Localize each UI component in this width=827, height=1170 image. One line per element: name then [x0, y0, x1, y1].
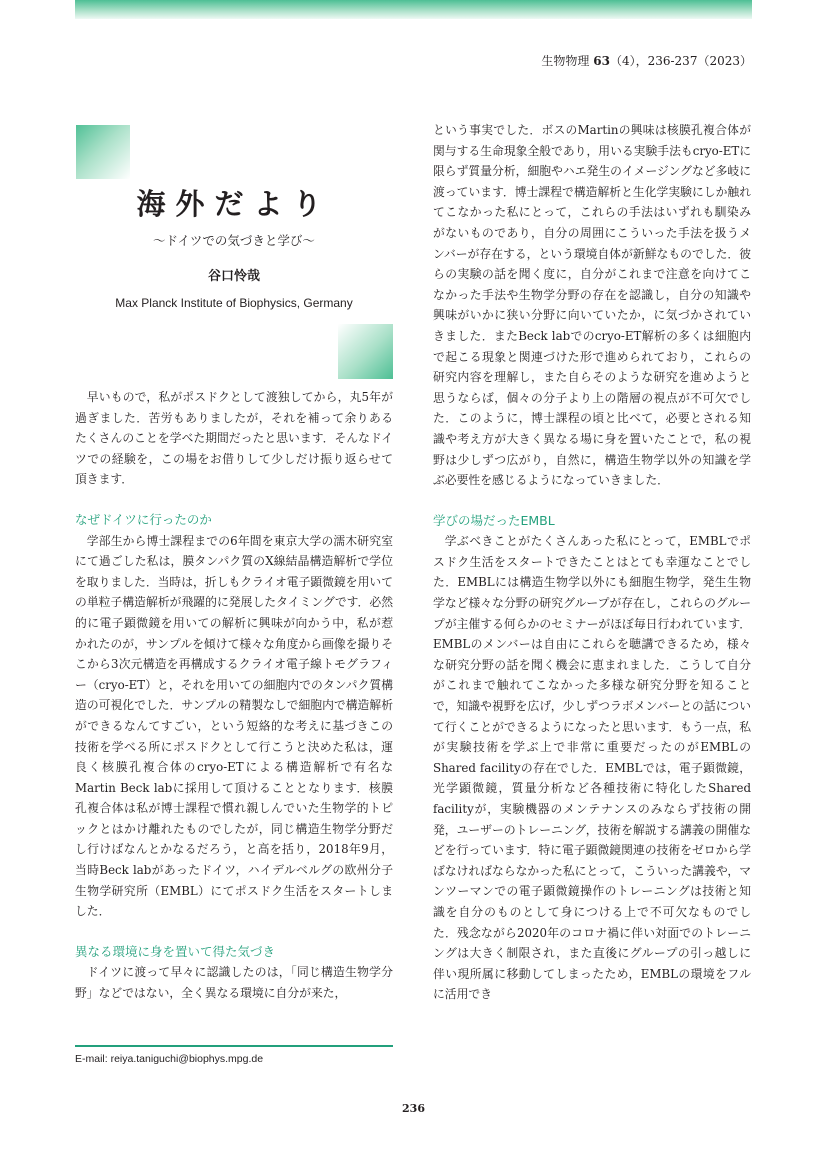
section-body-different-environment-cont: という事実でした．ボスのMartinの興味は核膜孔複合体が関与する生命現象全般であり，用いる実験手法もcryo-ETに限らず質量分析，細胞やハエ発生のイメージングなど多岐に渡っています．博士課程で構造解析と生化学実験にしか触れてこなかった私にとって，これらの手法はいずれも馴染みがないものであり，自分の周囲にこういった手法を扱うメンバーが存在する，という環境自体が新鮮なものでした．彼らの実験の話を聞く度に，自分がこれまで注意を向けてこなかった手法や生物学分野の存在を認識し，自分の知識や興味がいかに狭い分野に向いていたか，に気づかされていきました．またBeck labでのcryo-ET解析の多くは細胞内で起こる現象と関連づけた形で進められており，これらの研究内容を理解し，また自らそのような研究を進めようと思うならば，個々の分子より上の階層の視点が不可欠でした．このように，博士課程の頃と比べて，必要とされる知識や考え方が大きく異なる場に身を置いたことで，私の視野は少しずつ広がり，自然に，構造生物学以外の知識を学ぶ必要性を感じるようになっていきました．	[433, 123, 751, 488]
right-column	[433, 120, 751, 1005]
page-number: 236	[402, 1102, 425, 1115]
article-title: 海外だより	[136, 187, 332, 221]
corner-ornament-top-left	[75, 124, 130, 179]
corner-ornament-bottom-right	[338, 324, 393, 379]
journal-citation	[541, 52, 752, 69]
journal-name: 生物物理	[541, 54, 590, 68]
section-body-embl: 学ぶべきことがたくさんあった私にとって，EMBLでポスドク生活をスタートできたことはとても幸運なことでした．EMBLには構造生物学以外にも細胞生物学，発生生物学など様々な分野の研究グループが存在し，これらのグループが主催する何らかのセミナーがほぼ毎日行われています．EMBLのメンバーは自由にこれらを聴講できるため，様々な研究分野の話を聞く機会に恵まれました．こうして自分がこれまで触れてこなかった多様な研究分野を知ることで，知識や視野を広げ，少しずつラボメンバーとの話について行くことができるようになったと思います．もう一点，私が実験技術を学ぶ上で非常に重要だったのがEMBLのShared facilityの存在でした．EMBLでは，電子顕微鏡，光学顕微鏡，質量分析など各種技術に特化したShared facilityが，実験機器のメンテナンスのみならず技術の開発，ユーザーのトレーニング，技術を解説する講義の開催などを行っています．特に電子顕微鏡関連の技術をゼロから学ばなければならなかった私にとって，こういった講義や，マンツーマンでの電子顕微鏡操作のトレーニングは技術と知識を自分のものとして身につける上で不可欠なものでした．残念ながら2020年のコロナ禍に伴い対面でのトレーニングは大きく制限され，また直後にグループの引っ越しに伴い現所属に移動してしまったため，EMBLの環境をフルに活用でき	[433, 534, 751, 1002]
left-column	[75, 387, 393, 1004]
section-body-why-germany: 学部生から博士課程までの6年間を東京大学の濡木研究室にて過ごした私は，膜タンパク質のX線結晶構造解析で学位を取りました．当時は，折しもクライオ電子顕微鏡を用いての単粒子構造解析が飛躍的に発展したタイミングです．必然的に電子顕微鏡を用いての解析に興味が向かう中，私が惹かれたのが，サンプルを傾けて様々な角度から画像を撮りそこから3次元構造を再構成するクライオ電子線トモグラフィー（cryo-ET）と，それを用いての細胞内でのタンパク質構造の可視化でした．サンプルの精製なしで細胞内で構造解析ができるなんてすごい，という短絡的な考えに基づきこの技術を学べる所にポスドクとして行こうと決めた私は，運良く核膜孔複合体のcryo-ETによる構造解析で有名なMartin Beck labに採用して頂けることとなります．核膜孔複合体は私が博士課程で慣れ親しんでいた生物学的トピックとはかけ離れたものでしたが，同じ構造生物学分野だし行けばなんとかなるだろう，と高を括り，2018年9月，当時Beck labがあったドイツ，ハイデルベルグの欧州分子生物学研究所（EMBL）にてポスドク生活をスタートしました．	[75, 533, 393, 919]
footnote-divider	[75, 1045, 393, 1047]
section-heading-different-environment: 異なる環境に身を置いて得た気づき	[75, 943, 276, 959]
author-name: 谷口怜哉	[207, 269, 260, 284]
top-decorative-band	[75, 0, 752, 19]
author-affiliation: Max Planck Institute of Biophysics, Germany	[115, 296, 353, 310]
title-block	[75, 124, 393, 379]
section-body-different-environment: ドイツに渡って早々に認識したのは，「同じ構造生物学分野」などではない，全く異なる環境に自分が来た，	[75, 965, 393, 1001]
section-heading-why-germany: なぜドイツに行ったのか	[75, 511, 212, 527]
journal-issue: （4），236-237（2023）	[609, 54, 752, 68]
section-heading-embl: 学びの場だったEMBL	[433, 512, 555, 528]
intro-paragraph: 早いもので，私がポスドクとして渡独してから，丸5年が過ぎました．苦労もありましたが，それを補って余りあるたくさんのことを学べた期間だったと思います．そんなドイツでの経験を，この場をお借りして少しだけ振り返らせて頂きます．	[75, 390, 393, 487]
footnote-email: E-mail: reiya.taniguchi@biophys.mpg.de	[75, 1053, 264, 1065]
journal-volume: 63	[593, 54, 610, 68]
article-subtitle: 〜ドイツでの気づきと学び〜	[153, 233, 315, 248]
